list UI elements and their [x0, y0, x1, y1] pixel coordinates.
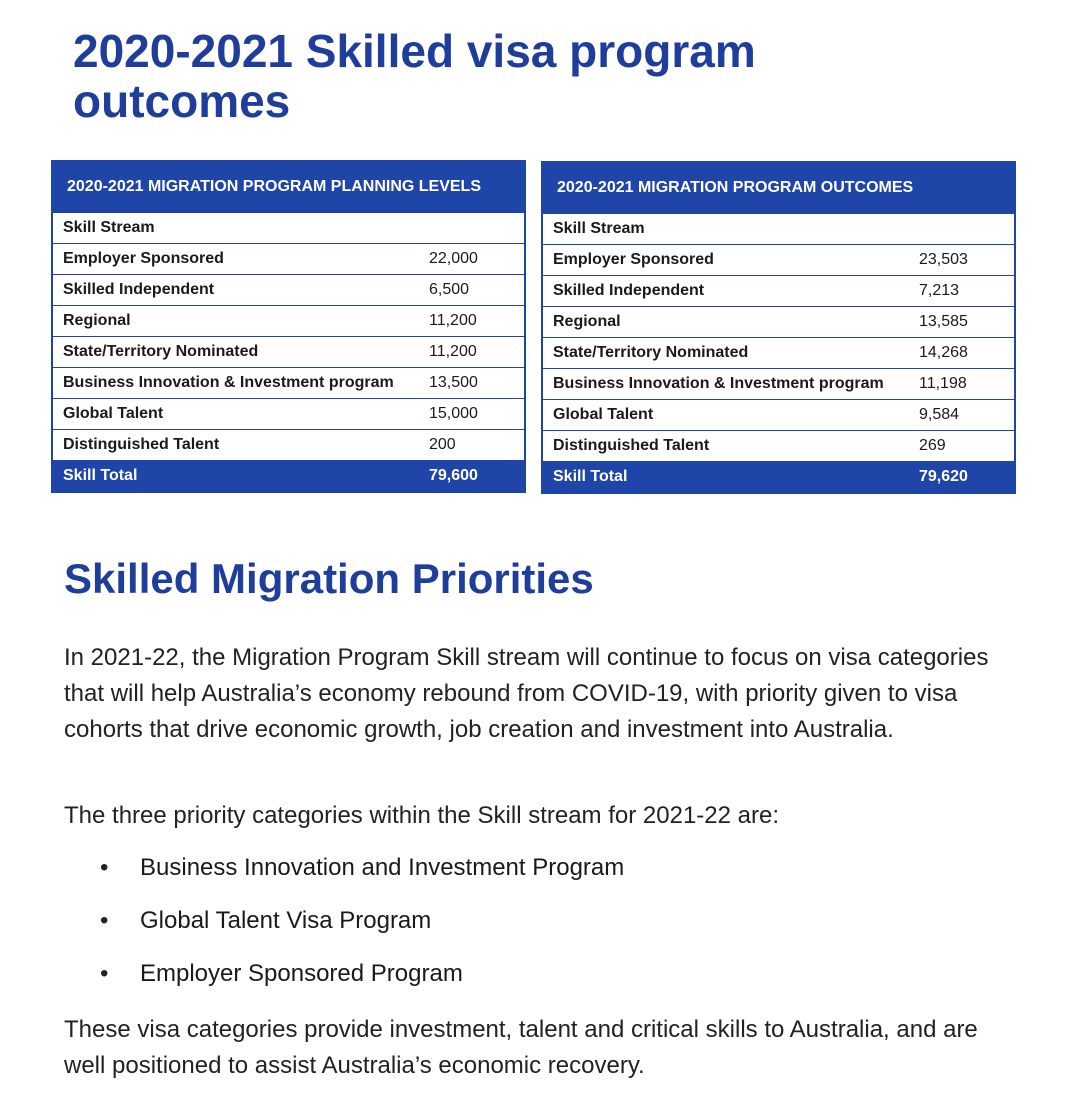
table-row — [52, 399, 525, 430]
priority-list — [100, 850, 624, 1009]
row-value: 23,503 — [913, 245, 1015, 276]
page-title — [73, 26, 756, 126]
table-row — [542, 400, 1015, 431]
page-title-line1: 2020-2021 Skilled visa program — [73, 25, 756, 77]
row-label: Skill Stream — [52, 213, 423, 244]
total-value: 79,600 — [423, 461, 525, 493]
closing-paragraph: These visa categories provide investment, talent and critical skills to Australia, and are well positioned to assist Australia’s economic recovery. — [64, 1016, 978, 1079]
row-value: 6,500 — [423, 275, 525, 306]
row-label: Regional — [542, 307, 913, 338]
row-value: 11,200 — [423, 306, 525, 337]
table-row — [542, 276, 1015, 307]
table-row — [542, 214, 1015, 245]
row-label: Distinguished Talent — [52, 430, 423, 461]
row-value: 11,198 — [913, 369, 1015, 400]
bullet-icon: • — [100, 960, 109, 987]
table-row — [52, 213, 525, 244]
list-item-label: Business Innovation and Investment Program — [140, 854, 625, 881]
total-row — [52, 461, 525, 493]
table-row — [52, 430, 525, 461]
row-label: Business Innovation & Investment program — [52, 368, 423, 399]
section-heading: Skilled Migration Priorities — [64, 555, 594, 602]
table-row — [52, 244, 525, 275]
table-row — [542, 338, 1015, 369]
row-label: Employer Sponsored — [542, 245, 913, 276]
table-row — [542, 245, 1015, 276]
row-label: Skill Stream — [542, 214, 913, 245]
row-label: Business Innovation & Investment program — [542, 369, 913, 400]
row-value — [423, 213, 525, 244]
row-label: Regional — [52, 306, 423, 337]
list-item-label: Employer Sponsored Program — [140, 960, 463, 987]
row-label: Global Talent — [542, 400, 913, 431]
row-value: 22,000 — [423, 244, 525, 275]
total-label: Skill Total — [542, 462, 913, 494]
row-value — [913, 214, 1015, 245]
total-row — [542, 462, 1015, 494]
row-value: 200 — [423, 430, 525, 461]
row-value: 13,585 — [913, 307, 1015, 338]
table-row — [52, 368, 525, 399]
row-label: Global Talent — [52, 399, 423, 430]
planning-table-header: 2020-2021 MIGRATION PROGRAM PLANNING LEVELS — [52, 161, 525, 213]
row-value: 13,500 — [423, 368, 525, 399]
row-value: 14,268 — [913, 338, 1015, 369]
row-value: 269 — [913, 431, 1015, 462]
row-value: 15,000 — [423, 399, 525, 430]
planning-levels-table — [51, 160, 526, 493]
table-row — [542, 369, 1015, 400]
row-value: 9,584 — [913, 400, 1015, 431]
list-item — [100, 850, 624, 903]
table-row — [542, 307, 1015, 338]
outcomes-table-body — [542, 214, 1015, 494]
row-label: State/Territory Nominated — [542, 338, 913, 369]
row-label: Skilled Independent — [542, 276, 913, 307]
row-value: 11,200 — [423, 337, 525, 368]
row-label: State/Territory Nominated — [52, 337, 423, 368]
intro-paragraph: In 2021-22, the Migration Program Skill stream will continue to focus on visa categories that will help Australia’s economy rebound from COVID-19, with priority given to visa cohorts that drive economic growth, job creation and investment into Australia. — [64, 644, 989, 743]
list-item — [100, 903, 624, 956]
table-row — [542, 431, 1015, 462]
page-title-line2: outcomes — [73, 75, 291, 127]
table-row — [52, 275, 525, 306]
table-row — [52, 337, 525, 368]
planning-table-body — [52, 213, 525, 493]
row-label: Employer Sponsored — [52, 244, 423, 275]
row-label: Skilled Independent — [52, 275, 423, 306]
list-item — [100, 956, 624, 1009]
total-label: Skill Total — [52, 461, 423, 493]
row-value: 7,213 — [913, 276, 1015, 307]
total-value: 79,620 — [913, 462, 1015, 494]
bullet-icon: • — [100, 907, 109, 934]
list-item-label: Global Talent Visa Program — [140, 907, 432, 934]
program-outcomes-table — [541, 161, 1016, 494]
table-row — [52, 306, 525, 337]
row-label: Distinguished Talent — [542, 431, 913, 462]
outcomes-table-header: 2020-2021 MIGRATION PROGRAM OUTCOMES — [542, 162, 1015, 214]
bullet-icon: • — [100, 854, 109, 881]
priority-lead-paragraph: The three priority categories within the Skill stream for 2021-22 are: — [64, 802, 779, 829]
